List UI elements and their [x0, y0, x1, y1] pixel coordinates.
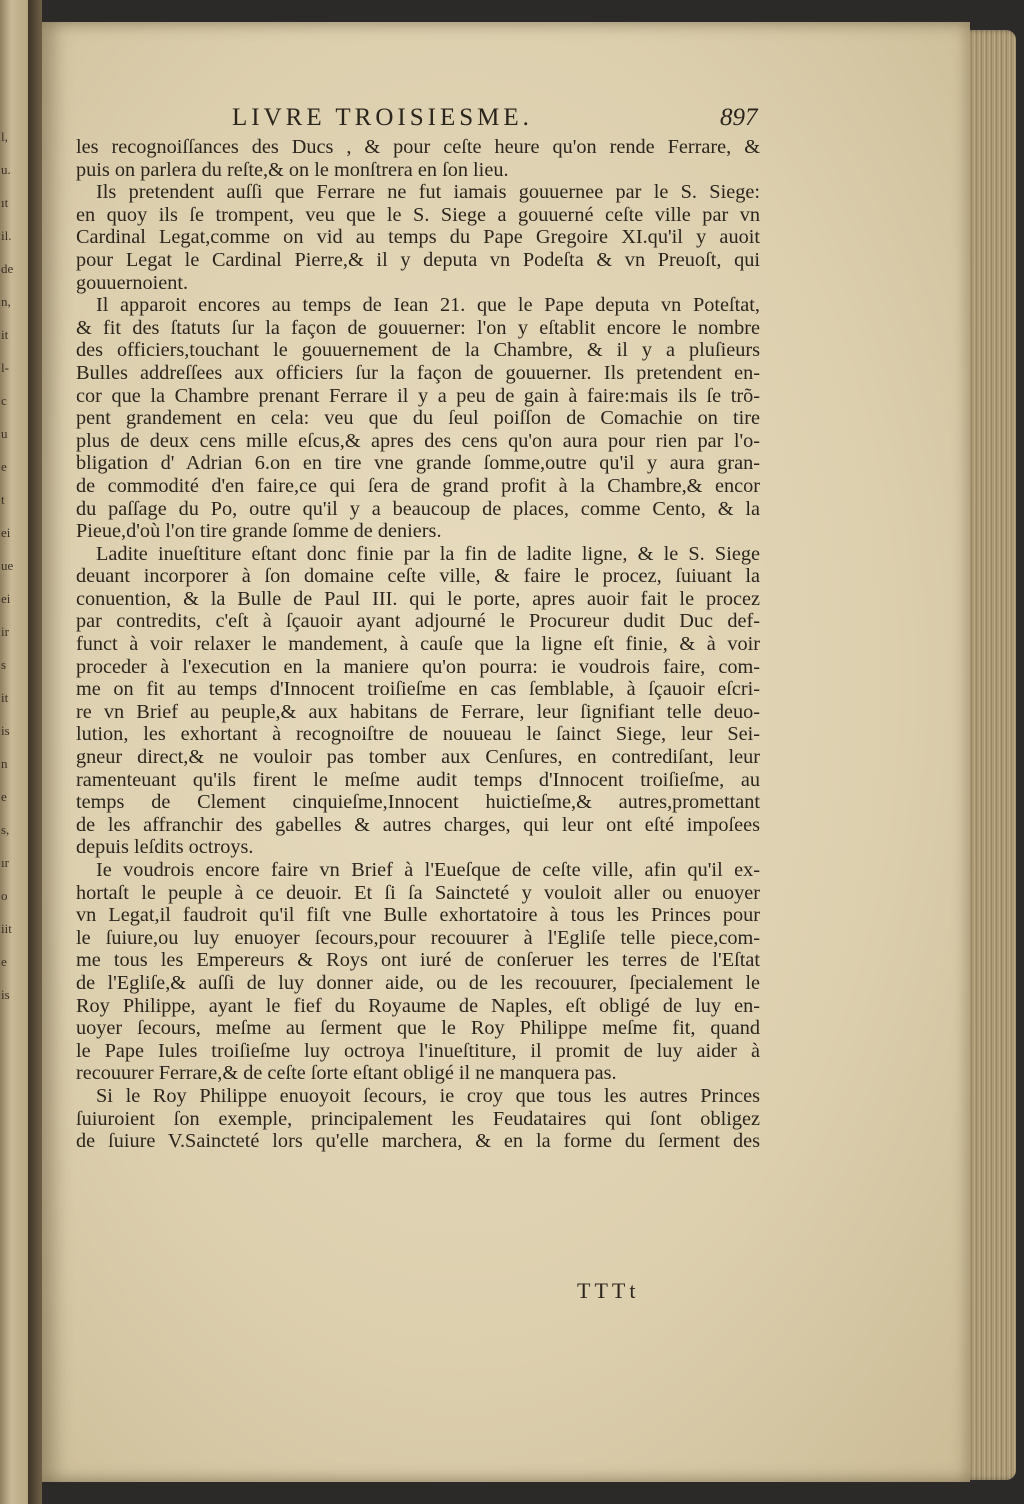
running-head: LIVRE TROISIESME.	[232, 104, 533, 131]
previous-page-fragment: ue	[1, 558, 14, 573]
text-line: les recognoiſſances des Ducs , & pour ceſte heure qu'on rende Ferrare, &	[76, 136, 760, 158]
text-line: ſuiuroient ſon exemple, principalement les Feudataires qui ſont obligez	[76, 1107, 760, 1130]
text-line: re vn Brief au peuple,& aux habitans de Ferrare, leur ſignifiant telle deuo-	[76, 700, 760, 723]
text-line: le Pape Iules troiſieſme luy octroya l'inueſtiture, il promit de luy aider à	[76, 1039, 760, 1062]
text-line: gneur direct,& ne vouloir pas tomber aux Cenſures, en contrediſant, leur	[76, 746, 760, 769]
text-line: Il apparoit encores au temps de Iean 21. que le Pape deputa vn Poteſtat,	[96, 294, 760, 317]
body-text	[76, 136, 760, 1153]
text-line: Ils pretendent auſſi que Ferrare ne fut iamais gouuernee par le S. Siege:	[96, 181, 760, 204]
text-line: des officiers,touchant le gouuernement de la Chambre, & il y a pluſieurs	[76, 339, 760, 362]
signature-mark: TTTt	[577, 1278, 640, 1303]
text-line: conuention, & la Bulle de Paul III. qui le porte, apres auoir fait le procez	[76, 587, 760, 610]
previous-page-fragment: ei	[1, 525, 11, 540]
text-line: Bulles addreſſees aux officiers ſur la façon de gouuerner. Ils pretendent en-	[76, 361, 760, 384]
previous-page-fragment: n,	[1, 294, 11, 309]
previous-page-fragment: u	[1, 426, 8, 441]
text-line: de l'Egliſe,& auſſi de luy donner aide, ou de les recouurer, ſpecialement le	[76, 971, 760, 994]
text-line: proceder à l'execution en la maniere qu'on pourra: ie voudrois faire, com-	[76, 655, 760, 678]
text-line: pour Legat le Cardinal Pierre,& il y deputa vn Podeſta & vn Preuoſt, qui	[76, 248, 760, 271]
previous-page-fragment: it	[1, 690, 9, 705]
previous-page-fragment: iit	[1, 921, 12, 936]
previous-page-fragment: u.	[1, 162, 11, 177]
previous-page-fragment: o	[1, 888, 8, 903]
previous-page-fragment: e	[1, 789, 7, 804]
text-line: de les affranchir des gabelles & autres charges, qui leur ont eſté impoſees	[76, 813, 760, 836]
text-line: puis on parlera du reſte,& on le monſtrera en ſon lieu.	[76, 158, 509, 181]
text-line: Si le Roy Philippe enuoyoit ſecours, ie croy que tous les autres Princes	[96, 1084, 760, 1107]
text-line: bligation d' Adrian 6.on en tire vne grande ſomme,outre qu'il y aura gran-	[76, 452, 760, 475]
text-line: funct à voir relaxer le mandement, à cauſe que la ligne eſt finie, & à voir	[76, 633, 760, 656]
page-number: 897	[720, 104, 758, 131]
previous-page-fragments	[1, 120, 27, 1220]
text-line: en quoy ils ſe trompent, veu que le S. Siege a gouuerné ceſte ville par vn	[76, 203, 760, 226]
text-line: recouurer Ferrare,& de ceſte ſorte eſtant obligé il ne manquera pas.	[76, 1062, 617, 1085]
text-line: cor que la Chambre prenant Ferrare il y a peu de gain à faire:mais ils ſe trõ-	[76, 384, 760, 407]
text-line: me on fit au temps d'Innocent troiſieſme en cas ſemblable, à ſçauoir eſcri-	[76, 678, 760, 701]
previous-page-fragment: ıt	[1, 195, 9, 210]
text-line: par contredits, c'eſt à ſçauoir ayant adjourné le Procureur dudit Duc def-	[76, 610, 760, 633]
previous-page-fragment: s,	[1, 822, 10, 837]
previous-page-fragment: il.	[1, 228, 12, 243]
text-line: Ladite inueſtiture eſtant donc finie par la fin de ladite ligne, & le S. Siege	[96, 542, 760, 565]
previous-page-fragment: s	[1, 657, 7, 672]
text-line: depuis leſdits octroys.	[76, 836, 254, 859]
previous-page-fragment: it	[1, 327, 9, 342]
text-line: pent grandement en cela: veu que du ſeul poiſſon de Comachie on tire	[76, 407, 760, 430]
previous-page-fragment: n	[1, 756, 8, 771]
previous-page-fragment: e	[1, 459, 7, 474]
text-line: de commodité d'en faire,ce qui ſera de grand profit à la Chambre,& encor	[76, 474, 760, 497]
text-line: uoyer ſecours, meſme au ſerment que le Roy Philippe meſme fit, quand	[76, 1017, 760, 1040]
previous-page-fragment: ir	[1, 624, 9, 639]
previous-page-fragment: de	[1, 261, 14, 276]
text-line: hortaſt le peuple à ce deuoir. Et ſi ſa Saincteté y vouloit aller ou enuoyer	[76, 881, 760, 904]
previous-page-fragment: ei	[1, 591, 11, 606]
text-line: Ie voudrois encore faire vn Brief à l'Eueſque de ceſte ville, afin qu'il ex-	[96, 859, 760, 881]
previous-page-fragment: l-	[1, 360, 9, 375]
text-line: me tous les Empereurs & Roys ont iuré de conſeruer les terres de l'Eſtat	[76, 949, 760, 972]
binding-gutter	[28, 0, 42, 1504]
text-line: du paſſage du Po, outre qu'il y a beaucoup de places, comme Cento, & la	[76, 497, 760, 520]
text-line: deuant incorporer à ſon domaine ceſte ville, & faire le procez, ſuiuant la	[76, 565, 760, 588]
text-line: lution, les exhortant à recognoiſtre de nouueau le ſainct Siege, leur Sei-	[76, 723, 760, 746]
previous-page-fragment: is	[1, 987, 10, 1002]
text-line: Cardinal Legat,comme on vid au temps du Pape Gregoire XI.qu'il y auoit	[76, 226, 760, 249]
text-line: gouuernoient.	[76, 271, 189, 294]
previous-page-fragment: t	[1, 492, 5, 507]
previous-page-fragment: l,	[1, 129, 8, 144]
text-line: vn Legat,il faudroit qu'il fiſt vne Bulle exhortatoire à tous les Princes pour	[76, 904, 760, 927]
previous-page-fragment: e	[1, 954, 7, 969]
previous-page-edge	[0, 0, 28, 1504]
text-line: Roy Philippe, ayant le fief du Royaume de Naples, eſt obligé de luy en-	[76, 994, 760, 1017]
previous-page-fragment: is	[1, 723, 10, 738]
text-line: le ſuiure,ou luy enuoyer ſecours,pour recouurer à l'Egliſe telle piece,com-	[76, 926, 760, 949]
previous-page-fragment: ır	[1, 855, 9, 870]
text-line: & fit des ſtatuts ſur la façon de gouuerner: l'on y eſtablit encore le nombre	[76, 316, 760, 339]
text-line: Pieue,d'où l'on tire grande ſomme de deniers.	[76, 520, 442, 543]
text-line: temps de Clement cinquieſme,Innocent huictieſme,& autres,promettant	[76, 791, 760, 814]
text-line: de ſuiure V.Saincteté lors qu'elle marchera, & en la forme du ſerment des	[76, 1130, 760, 1153]
previous-page-fragment: c	[1, 393, 7, 408]
text-line: ramenteuant qu'ils firent le meſme audit temps d'Innocent troiſieſme, au	[76, 768, 760, 791]
text-line: plus de deux cens mille eſcus,& apres des cens qu'on aura pour rien par l'o-	[76, 429, 760, 452]
